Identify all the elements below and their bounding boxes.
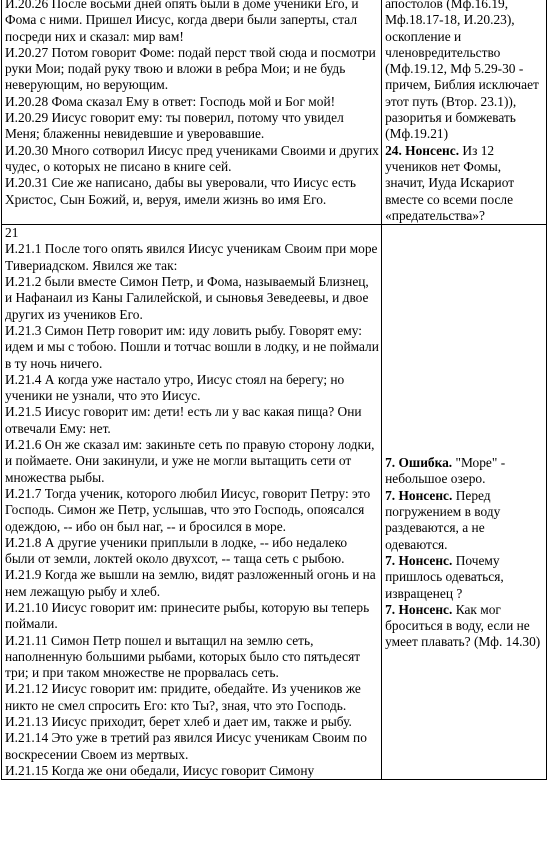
verse-paragraph: И.21.6 Он же сказал им: закиньте сеть по правую сторону лодки, и поймаете. Они закинули, и уже не могли вытащить сети от множества рыбы.: [5, 437, 375, 485]
note-label: 7. Нонсенс.: [385, 487, 453, 503]
note-text: Из 12 учеников нет Фомы, значит, Иуда Искариот вместе со всеми после «предательства»?: [385, 142, 515, 223]
verse-paragraph: И.21.2 были вместе Симон Петр, и Фома, называемый Близнец, и Нафанаил из Каны Галилейской, и сыновья Зеведеевы, и двое других из учеников Его.: [5, 274, 369, 322]
commentary-note: [385, 143, 544, 224]
commentary-table: [1, 0, 547, 780]
verse-paragraph: И.20.31 Сие же написано, дабы вы уверовали, что Иисус есть Христос, Сын Божий, и, веруя, имели жизнь во имя Его.: [5, 175, 356, 207]
verse-paragraph: И.21.3 Симон Петр говорит им: иду ловить рыбу. Говорят ему: идем и мы с тобою. Пошли и тотчас вошли в лодку, и не поймали в ту ночь ничего.: [5, 322, 379, 371]
note-label: 24. Нонсенс.: [385, 142, 460, 158]
verse-paragraph: И.21.1 После того опять явился Иисус ученикам Своим при море Тивериадском. Явился же так:: [5, 241, 378, 273]
scripture-cell: [2, 0, 382, 225]
verse-paragraph: И.21.9 Когда же вышли на землю, видят разложенный огонь и на нем лежащую рыбу и хлеб.: [5, 567, 376, 599]
commentary-note: [385, 553, 544, 602]
note-text: "Море" - небольшое озеро.: [385, 455, 506, 487]
note-label: 7. Ошибка.: [385, 455, 453, 471]
commentary-note: [385, 602, 544, 651]
note-text: Почему пришлось одеваться, извращенец ?: [385, 552, 504, 601]
commentary-note: [385, 0, 544, 143]
commentary-cell: [382, 225, 547, 780]
note-label: 7. Нонсенс.: [385, 552, 453, 568]
note-text: апостолов (Мф.16.19, Мф.18.17-18, И.20.23), оскопление и членовредительство (Мф.19.12, Мф 5.29-30 - причем, Библия исключает этот путь (Втор. 23.1)), разоритья и бомжевать (Мф.19.21): [385, 0, 539, 142]
verse-paragraph: И.21.13 Иисус приходит, берет хлеб и дает им, также и рыбу.: [5, 714, 352, 730]
verse-paragraph: И.21.14 Это уже в третий раз явился Иисус ученикам Своим по воскресении Своем из мертвых.: [5, 730, 367, 762]
scripture-cell: [2, 225, 382, 780]
verse-paragraph: И.21.11 Симон Петр пошел и вытащил на землю сеть, наполненную большими рыбами, которых было сто пятьдесят три; и при таком множестве не прорвалась сеть.: [5, 632, 361, 681]
note-text: Перед погружением в воду раздеваются, а не одеваются.: [385, 487, 501, 552]
verse-paragraph: И.21.8 А другие ученики приплыли в лодке, -- ибо недалеко были от земли, локтей около двухсот, -- таща сеть с рыбою.: [5, 534, 348, 567]
commentary-note: [385, 455, 544, 488]
verse-paragraph: И.21.10 Иисус говорит им: принесите рыбы, которую вы теперь поймали.: [5, 599, 370, 632]
cell-spacer: [385, 225, 544, 455]
verse-paragraph: И.20.29 Иисус говорит ему: ты поверил, потому что увидел Меня; блаженны невидевшие и уверовавшие.: [5, 110, 344, 142]
verse-paragraph: И.21.5 Иисус говорит им: дети! есть ли у вас какая пища? Они отвечали Ему: нет.: [5, 404, 362, 436]
note-label: 7. Нонсенс.: [385, 601, 453, 617]
verse-paragraph: И.21.15 Когда же они обедали, Иисус говорит Симону: [5, 762, 315, 778]
table-row: [2, 0, 547, 225]
note-text: Как мог броситься в воду, если не умеет плавать? (Мф. 14.30): [385, 601, 541, 650]
chapter-number: 21: [5, 225, 19, 241]
verse-paragraph: И.21.7 Тогда ученик, которого любил Иисус, говорит Петру: это Господь. Симон же Петр, услышав, что это Господь, опоясался одеждою, -- ибо он был наг, -- и бросился в море.: [5, 485, 371, 534]
verse-paragraph: И.20.28 Фома сказал Ему в ответ: Господь мой и Бог мой!: [5, 93, 336, 109]
verse-paragraph: И.20.26 После восьми дней опять были в доме ученики Его, и Фома с ними. Пришел Иисус, когда двери были заперты, стал посреди них и сказал: мир вам!: [5, 0, 359, 44]
verse-paragraph: И.21.12 Иисус говорит им: придите, обедайте. Из учеников же никто не смел спросить Его: кто Ты?, зная, что это Господь.: [5, 681, 361, 713]
table-row: [2, 225, 547, 780]
verse-paragraph: И.21.4 А когда уже настало утро, Иисус стоял на берегу; но ученики не узнали, что это Иисус.: [5, 371, 345, 404]
commentary-note: [385, 488, 544, 553]
commentary-cell: [382, 0, 547, 225]
verse-paragraph: И.20.27 Потом говорит Фоме: подай перст твой сюда и посмотри руки Мои; подай руку твою и вложи в ребра Мои; и не будь неверующим, но верующим.: [5, 44, 376, 93]
verse-paragraph: И.20.30 Много сотворил Иисус пред учениками Своими и других чудес, о которых не писано в книге сей.: [5, 142, 379, 174]
